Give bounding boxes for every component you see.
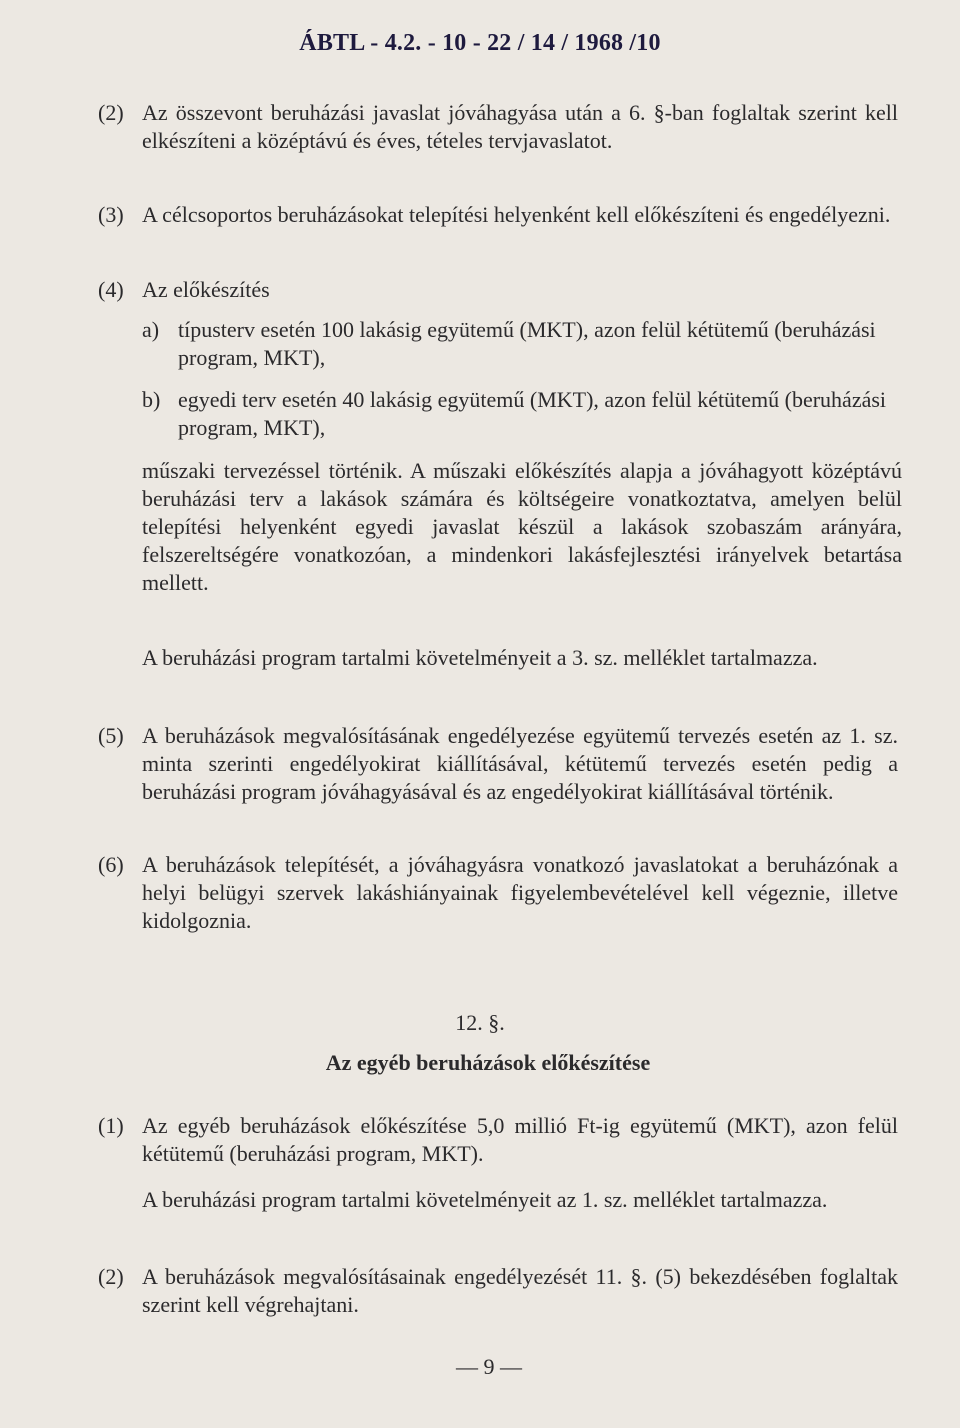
list-item-a: [142, 316, 902, 372]
paragraph-number: (2): [98, 1264, 124, 1289]
paragraph-4-annex-note: A beruházási program tartalmi követelményeit a 3. sz. melléklet tartalmazza.: [142, 645, 818, 670]
paragraph-number: (2): [98, 100, 124, 125]
list-item-text: típusterv esetén 100 lakásig együtemű (MKT), azon felül kétütemű (beruházási program, MKT),: [178, 317, 876, 370]
paragraph-number: (5): [98, 723, 124, 748]
paragraph-6: [98, 851, 898, 935]
page-number: — 9 —: [456, 1354, 522, 1379]
paragraph-5: [98, 722, 898, 806]
paragraph-text: A beruházások telepítését, a jóváhagyásra vonatkozó javaslatokat a beruházónak a helyi belügyi szervek lakáshiányainak figyelembevételével kell végeznie, illetve kidolgoznia.: [142, 852, 898, 933]
paragraph-text: Az előkészítés: [142, 277, 270, 302]
paragraph-4: [98, 276, 898, 304]
section-title: Az egyéb beruházások előkészítése: [325, 1050, 651, 1075]
paragraph-number: (3): [98, 202, 124, 227]
archive-reference-header: ÁBTL - 4.2. - 10 - 22 / 14 / 1968 /10: [299, 30, 661, 56]
paragraph-3: [98, 201, 898, 229]
list-item-text: egyedi terv esetén 40 lakásig együtemű (MKT), azon felül kétütemű (beruházási program, MKT),: [178, 387, 887, 440]
list-item-label: b): [142, 387, 161, 412]
paragraph-text: Az egyéb beruházások előkészítése 5,0 millió Ft-ig együtemű (MKT), azon felül kétütemű (beruházási program, MKT).: [142, 1113, 898, 1166]
section-paragraph-1: [98, 1112, 898, 1168]
section-paragraph-2: [98, 1263, 898, 1319]
paragraph-number: (1): [98, 1113, 124, 1138]
list-item-label: a): [142, 317, 160, 342]
paragraph-4-continuation: műszaki tervezéssel történik. A műszaki előkészítés alapja a jóváhagyott középtávú beruházási terv a lakások számára és költségeire vonatkoztatva, amelyen belül telepítési helyenként egyedi javaslat készül a lakások szobaszám arányára, felszereltségére vonatkozóan, a mindenkori lakásfejlesztési irányelvek betartása mellett.: [142, 458, 902, 595]
paragraph-number: (4): [98, 277, 124, 302]
list-item-b: [142, 386, 902, 442]
paragraph-number: (6): [98, 852, 124, 877]
paragraph-text: A célcsoportos beruházásokat telepítési helyenként kell előkészíteni és engedélyezni.: [142, 202, 891, 227]
section-number: 12. §.: [455, 1010, 505, 1035]
paragraph-text: A beruházások megvalósításainak engedélyezését 11. §. (5) bekezdésében foglaltak szerint kell végrehajtani.: [142, 1264, 898, 1317]
paragraph-text: Az összevont beruházási javaslat jóváhagyása után a 6. §-ban foglaltak szerint kell elkészíteni a középtávú és éves, tételes tervjavaslatot.: [142, 100, 898, 153]
paragraph-2: [98, 99, 898, 155]
section-paragraph-1-annex-note: A beruházási program tartalmi követelményeit az 1. sz. melléklet tartalmazza.: [142, 1187, 828, 1212]
paragraph-text: A beruházások megvalósításának engedélyezése együtemű tervezés esetén az 1. sz. minta szerinti engedélyokirat kiállításával, kétütemű tervezés esetén pedig a beruházási program jóváhagyásával és az engedélyokirat kiállításával történik.: [142, 723, 898, 804]
